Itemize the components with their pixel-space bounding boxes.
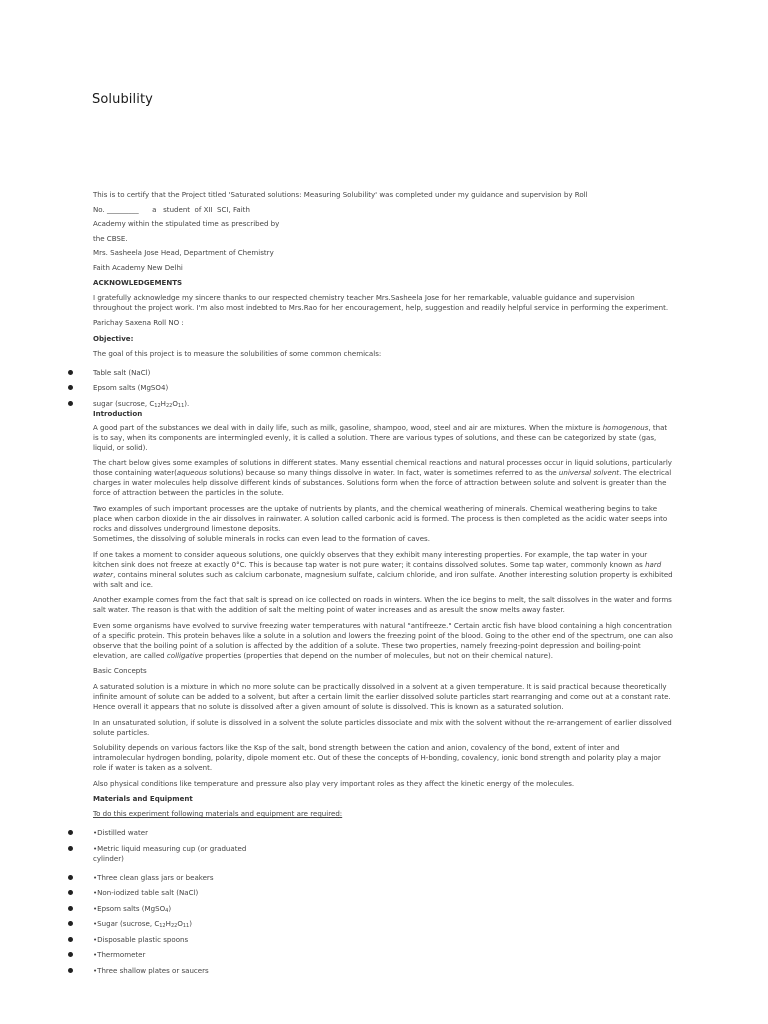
text: If one takes a moment to consider aqueous solutions, one quickly observes that they exhibit many interesting properties. For example, the tap water in your kitchen sink does not freeze at exactly 0°C. This is because tap water is not pure water; it contains dissolved solutes. Some tap water, commonly known as [93, 549, 648, 569]
formula-text: •Sugar (sucrose, C [93, 919, 160, 929]
text: To do this experiment following materials and [93, 809, 257, 819]
formula-subscript: 11 [177, 402, 185, 409]
list-item: •Thermometer [93, 950, 673, 960]
formula-text: ) [189, 919, 192, 929]
materials-list [93, 828, 673, 976]
objective-heading: Objective: [93, 333, 134, 343]
paragraph: Also physical conditions like temperature and pressure also play very important roles as they affect the kinetic energy of the molecules. [93, 778, 575, 788]
basic-concepts-heading: Basic Concepts [93, 666, 147, 676]
paragraph: Solubility depends on various factors like the Ksp of the salt, bond strength between the cation and anion, covalency of the bond, extent of inter and intramolecular hydrogen bonding, polarity, dipole moment etc. Out of these the concepts of H-bonding, covalency, ionic bond strength and polarity play a major role if water is taken as a solvent. [93, 743, 661, 773]
text: The chart below gives some examples of solutions in different states. Many essential chemical reactions and natural processes occur in liquid solutions, particularly those containing water( [93, 458, 672, 478]
formula-text: ). [184, 398, 190, 408]
text: . The electrical charges in water molecules help dissolve different kinds of substances. Solutions form when the force of attraction between solute and solvent is greater than the force of attraction between the particles in the solute. [93, 468, 672, 498]
formula-text: O [172, 398, 178, 408]
objective-list [93, 368, 673, 409]
formula-text: sugar (sucrose, C [93, 398, 155, 408]
emphasis: universal solvent [558, 468, 620, 478]
objective-text: The goal of this project is to measure the solubilities of some common chemicals: [93, 348, 382, 358]
formula-subscript: 12 [159, 923, 166, 930]
certificate-line: Academy within the stipulated time as prescribed by [93, 219, 280, 229]
text: Even some organisms have evolved to survive freezing water temperatures with natural "antifreeze." Certain arctic fish have blood containing a high concentration of a specific protein. This protein behaves like a solute in a solution and lowers the freezing point of the blood. Going to the other end of the spectrum, one can also observe that the boiling point of a solution is affected by the addition of a solute. These two properties, namely freezing-point depression and boiling-point elevation, are called [93, 620, 673, 660]
formula-subscript: 22 [165, 402, 173, 409]
formula-text: •Epsom salts (MgSO [93, 903, 166, 913]
text: , that is to say, when its components are intermingled evenly, it is called a solution. There are various types of solutions, and these can be categorized by state (gas, liquid, or solid). [93, 422, 668, 452]
paragraph [93, 550, 673, 590]
paragraph [93, 458, 673, 498]
list-item: •Three clean glass jars or beakers [93, 873, 673, 883]
formula-subscript: 12 [154, 402, 161, 409]
document-body [93, 190, 673, 981]
paragraph [93, 423, 673, 453]
formula-text: H [165, 919, 171, 929]
certificate-line: This is to certify that the Project titled 'Saturated solutions: Measuring Solubility' was completed under my guidance and supervision by Roll [93, 190, 588, 199]
list-item [93, 904, 673, 914]
emphasis: colligative [166, 650, 203, 660]
text: , contains mineral solutes such as calcium carbonate, magnesium sulfate, calcium chloride, and iron sulfate. Another interesting solution property is exhibited with salt and ice. [93, 569, 673, 589]
link-text: equipment are required: [256, 809, 343, 819]
paragraph: Another example comes from the fact that salt is spread on ice collected on roads in winters. When the ice begins to melt, the salt dissolves in the water and forms salt water. The reason is that with the addition of salt the melting point of water increases and as aresult the snow melts away faster. [93, 595, 672, 615]
list-item: •Three shallow plates or saucers [93, 966, 673, 976]
formula-text: H [160, 398, 166, 408]
text: properties (properties that depend on the number of molecules, but not on their chemical nature). [202, 650, 553, 660]
list-item [93, 399, 673, 409]
materials-intro [93, 809, 673, 819]
paragraph [93, 621, 673, 661]
text: Two examples of such important processes are the uptake of nutrients by plants, and the chemical weathering of minerals. Chemical weathering begins to take place when carbon dioxide in the air dissolves in rainwater. A solution called carbonic acid is formed. The process is then completed as the acidic water seeps into rocks and dissolves underground limestone deposits. [93, 503, 668, 533]
list-item: •Distilled water [93, 828, 673, 838]
list-item [93, 919, 673, 929]
text: Sometimes, the dissolving of soluble minerals in rocks can even lead to the formation of caves. [93, 533, 430, 543]
signature-line: Parichay Saxena Roll NO : [93, 318, 184, 328]
certificate-line: Faith Academy New Delhi [93, 262, 183, 272]
paragraph: In an unsaturated solution, if solute is dissolved in a solvent the solute particles dissociate and mix with the solvent without the re-arrangement of earlier dissolved solute particles. [93, 717, 672, 737]
formula-text: O [177, 919, 183, 929]
certificate-line: Mrs. Sasheela Jose Head, Department of Chemistry [93, 248, 274, 258]
introduction-heading: Introduction [93, 408, 143, 418]
formula-subscript: 22 [170, 923, 178, 930]
list-item: Table salt (NaCl) [93, 368, 673, 378]
acknowledgements-heading: ACKNOWLEDGEMENTS [93, 277, 183, 287]
emphasis: homogenous [602, 422, 649, 432]
emphasis: hard water [93, 559, 662, 579]
page-title: Solubility [92, 92, 153, 107]
text: solutions) because so many things dissolve in water. In fact, water is sometimes referred to as the [206, 468, 559, 478]
certificate-line: the CBSE. [93, 233, 128, 243]
paragraph: A saturated solution is a mixture in which no more solute can be practically dissolved in a solvent at a given temperature. It is said practical because theoretically infinite amount of solute can be added to a solvent, but after a certain limit the earlier dissolved solute particles start rearranging and come out at a constant rate. Hence overall it appears that no solute is dissolved after a given amount of solute is dissolved. This is known as a saturated solution. [93, 681, 671, 711]
paragraph [93, 504, 673, 544]
formula-subscript: 4 [165, 907, 169, 914]
list-item: •Disposable plastic spoons [93, 935, 673, 945]
acknowledgements-text: I gratefully acknowledge my sincere thanks to our respected chemistry teacher Mrs.Sasheela Jose for her remarkable, valuable guidance and supervision throughout the project work. I'm also most indebted to Mrs.Rao for her encouragement, help, suggestion and readily helpful service in performing the experiment. [93, 292, 669, 312]
list-item: •Non-iodized table salt (NaCl) [93, 888, 673, 898]
list-item: Epsom salts (MgSO4) [93, 383, 673, 393]
formula-text: ) [168, 903, 172, 913]
formula-subscript: 11 [182, 923, 190, 930]
materials-heading: Materials and Equipment [93, 794, 193, 804]
certificate-line: No. _________ a student of XII SCI, Faith [93, 204, 250, 214]
emphasis: aqueous [176, 468, 207, 478]
text: A good part of the substances we deal with in daily life, such as milk, gasoline, shampoo, wood, steel and air are mixtures. When the mixture is [93, 422, 603, 432]
list-item: •Metric liquid measuring cup (or graduated cylinder) [93, 844, 263, 864]
